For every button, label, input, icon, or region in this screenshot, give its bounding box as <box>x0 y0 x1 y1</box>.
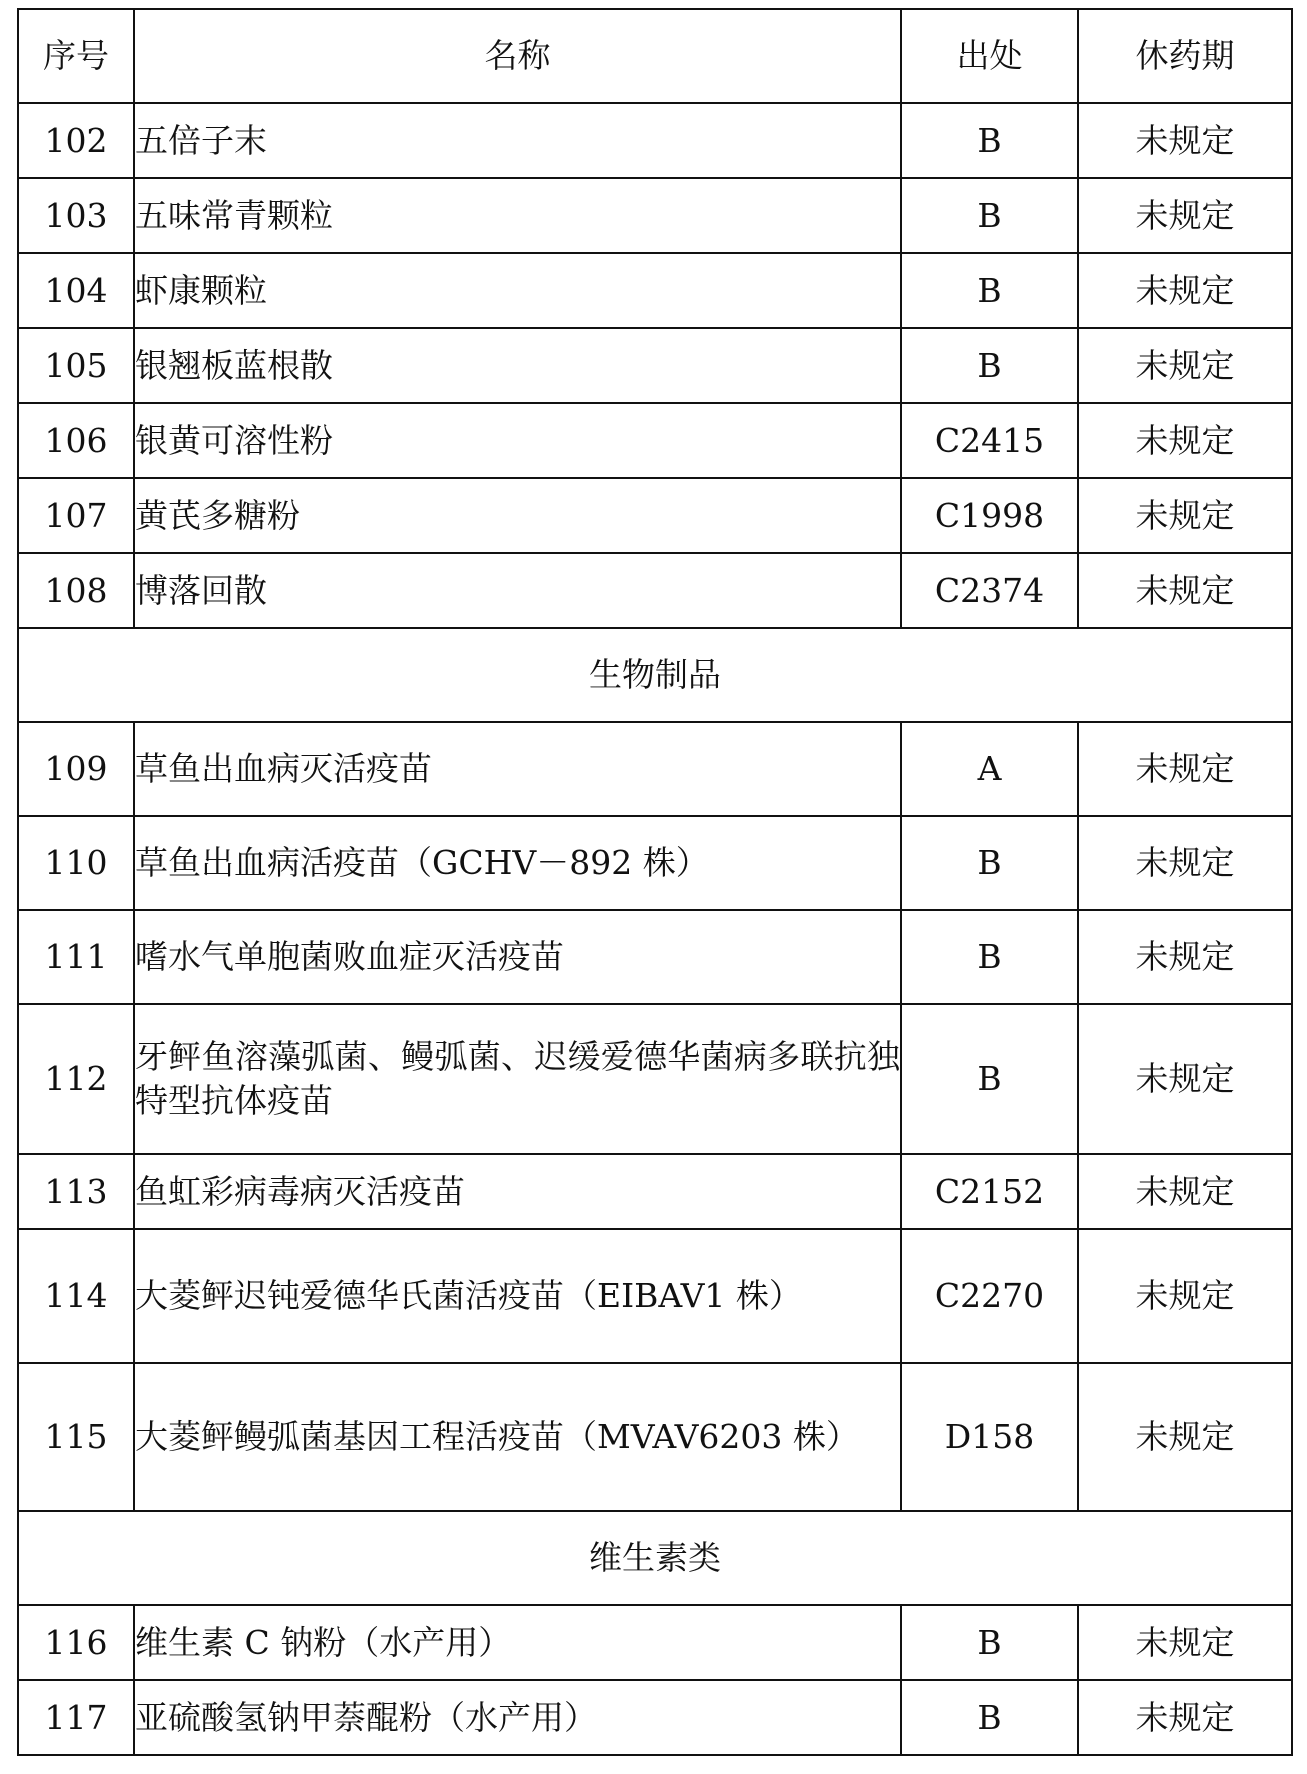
table-row <box>18 478 1292 553</box>
table-row <box>18 103 1292 178</box>
row-source: B <box>901 253 1078 328</box>
table-row <box>18 816 1292 910</box>
row-withdrawal: 未规定 <box>1078 1363 1292 1511</box>
row-name: 银翘板蓝根散 <box>134 328 901 403</box>
table-row <box>18 1004 1292 1154</box>
table-row <box>18 178 1292 253</box>
row-name: 嗜水气单胞菌败血症灭活疫苗 <box>134 910 901 1004</box>
row-source: C2152 <box>901 1154 1078 1229</box>
table-row <box>18 1680 1292 1755</box>
row-no: 103 <box>18 178 134 253</box>
row-name: 亚硫酸氢钠甲萘醌粉（水产用） <box>134 1680 901 1755</box>
row-no: 110 <box>18 816 134 910</box>
table-row <box>18 910 1292 1004</box>
section-title: 生物制品 <box>18 628 1292 722</box>
row-source: B <box>901 816 1078 910</box>
row-name: 大菱鲆鳗弧菌基因工程活疫苗（MVAV6203 株） <box>134 1363 901 1511</box>
row-no: 115 <box>18 1363 134 1511</box>
table-row <box>18 328 1292 403</box>
table-row <box>18 1363 1292 1511</box>
row-name: 黄芪多糖粉 <box>134 478 901 553</box>
row-name: 虾康颗粒 <box>134 253 901 328</box>
row-source: B <box>901 1605 1078 1680</box>
row-name: 博落回散 <box>134 553 901 628</box>
row-name: 草鱼出血病活疫苗（GCHV－892 株） <box>134 816 901 910</box>
row-no: 107 <box>18 478 134 553</box>
table-row <box>18 403 1292 478</box>
row-source: C2374 <box>901 553 1078 628</box>
row-source: D158 <box>901 1363 1078 1511</box>
section-row-vitamins <box>18 1511 1292 1605</box>
header-source: 出处 <box>901 9 1078 103</box>
row-no: 111 <box>18 910 134 1004</box>
row-withdrawal: 未规定 <box>1078 816 1292 910</box>
table-row <box>18 253 1292 328</box>
table-header-row <box>18 9 1292 103</box>
row-no: 104 <box>18 253 134 328</box>
row-name: 五倍子末 <box>134 103 901 178</box>
row-source: C2415 <box>901 403 1078 478</box>
row-source: B <box>901 910 1078 1004</box>
row-withdrawal: 未规定 <box>1078 910 1292 1004</box>
row-withdrawal: 未规定 <box>1078 103 1292 178</box>
row-source: C1998 <box>901 478 1078 553</box>
row-withdrawal: 未规定 <box>1078 1680 1292 1755</box>
row-no: 113 <box>18 1154 134 1229</box>
row-no: 106 <box>18 403 134 478</box>
row-withdrawal: 未规定 <box>1078 178 1292 253</box>
row-source: A <box>901 722 1078 816</box>
row-no: 109 <box>18 722 134 816</box>
row-source: B <box>901 178 1078 253</box>
row-withdrawal: 未规定 <box>1078 403 1292 478</box>
table-row <box>18 1605 1292 1680</box>
row-withdrawal: 未规定 <box>1078 1154 1292 1229</box>
header-withdrawal: 休药期 <box>1078 9 1292 103</box>
row-name: 牙鲆鱼溶藻弧菌、鳗弧菌、迟缓爱德华菌病多联抗独特型抗体疫苗 <box>134 1004 901 1154</box>
row-name: 大菱鲆迟钝爱德华氏菌活疫苗（EIBAV1 株） <box>134 1229 901 1363</box>
row-no: 112 <box>18 1004 134 1154</box>
row-no: 116 <box>18 1605 134 1680</box>
row-name: 草鱼出血病灭活疫苗 <box>134 722 901 816</box>
row-source: B <box>901 1004 1078 1154</box>
table-row <box>18 1229 1292 1363</box>
section-title: 维生素类 <box>18 1511 1292 1605</box>
row-name: 五味常青颗粒 <box>134 178 901 253</box>
row-no: 114 <box>18 1229 134 1363</box>
row-no: 117 <box>18 1680 134 1755</box>
row-withdrawal: 未规定 <box>1078 253 1292 328</box>
veterinary-drug-table <box>17 8 1293 1756</box>
row-withdrawal: 未规定 <box>1078 722 1292 816</box>
row-name: 维生素 C 钠粉（水产用） <box>134 1605 901 1680</box>
row-no: 108 <box>18 553 134 628</box>
row-withdrawal: 未规定 <box>1078 328 1292 403</box>
row-source: B <box>901 328 1078 403</box>
row-withdrawal: 未规定 <box>1078 1229 1292 1363</box>
row-name: 银黄可溶性粉 <box>134 403 901 478</box>
row-withdrawal: 未规定 <box>1078 478 1292 553</box>
table-row <box>18 553 1292 628</box>
row-no: 105 <box>18 328 134 403</box>
row-source: B <box>901 1680 1078 1755</box>
table-row <box>18 1154 1292 1229</box>
row-no: 102 <box>18 103 134 178</box>
header-name: 名称 <box>134 9 901 103</box>
table-row <box>18 722 1292 816</box>
section-row-biological-products <box>18 628 1292 722</box>
row-withdrawal: 未规定 <box>1078 553 1292 628</box>
header-no: 序号 <box>18 9 134 103</box>
row-withdrawal: 未规定 <box>1078 1605 1292 1680</box>
row-source: C2270 <box>901 1229 1078 1363</box>
row-source: B <box>901 103 1078 178</box>
row-name: 鱼虹彩病毒病灭活疫苗 <box>134 1154 901 1229</box>
row-withdrawal: 未规定 <box>1078 1004 1292 1154</box>
